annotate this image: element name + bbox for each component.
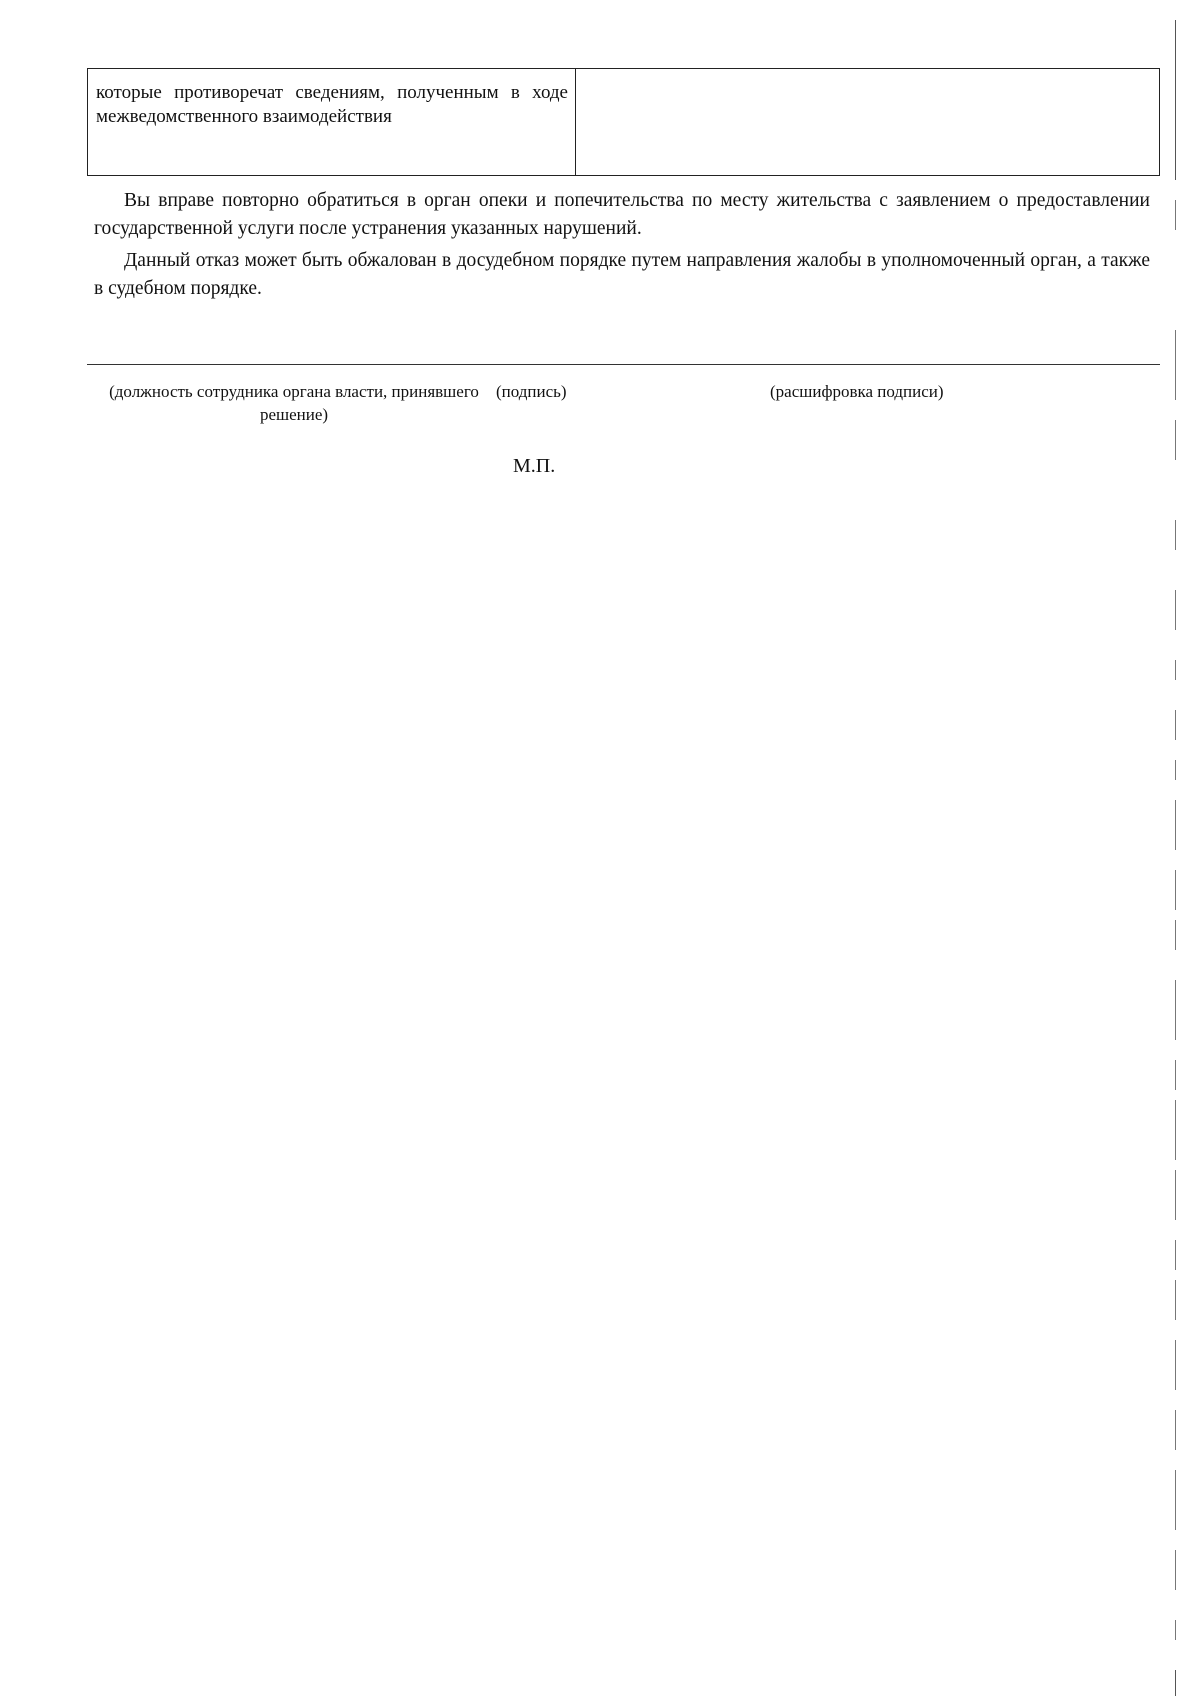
table-cell-reason: которые противоречат сведениям, полученным в ходе межведомственного взаимодействия: [88, 69, 576, 176]
signature-line: [87, 364, 1160, 365]
signature-decode-caption: (расшифровка подписи): [770, 382, 944, 401]
reapply-paragraph: Вы вправе повторно обратиться в орган опеки и попечительства по месту жительства с заявлением о предоставлении государственной услуги после устранения указанных нарушений.: [94, 190, 1150, 239]
table-row: [88, 69, 1160, 176]
position-caption: (должность сотрудника органа власти, принявшего решение): [109, 382, 479, 424]
appeal-paragraph: Данный отказ может быть обжалован в досудебном порядке путем направления жалобы в уполномоченный орган, а также в судебном порядке.: [94, 250, 1150, 299]
refusal-reasons-table: [87, 68, 1160, 176]
seal-place-label: М.П.: [513, 455, 556, 477]
signature-caption: (подпись): [496, 382, 567, 401]
table-cell-details: [576, 69, 1160, 176]
scan-margin-edge: [1171, 0, 1183, 1696]
